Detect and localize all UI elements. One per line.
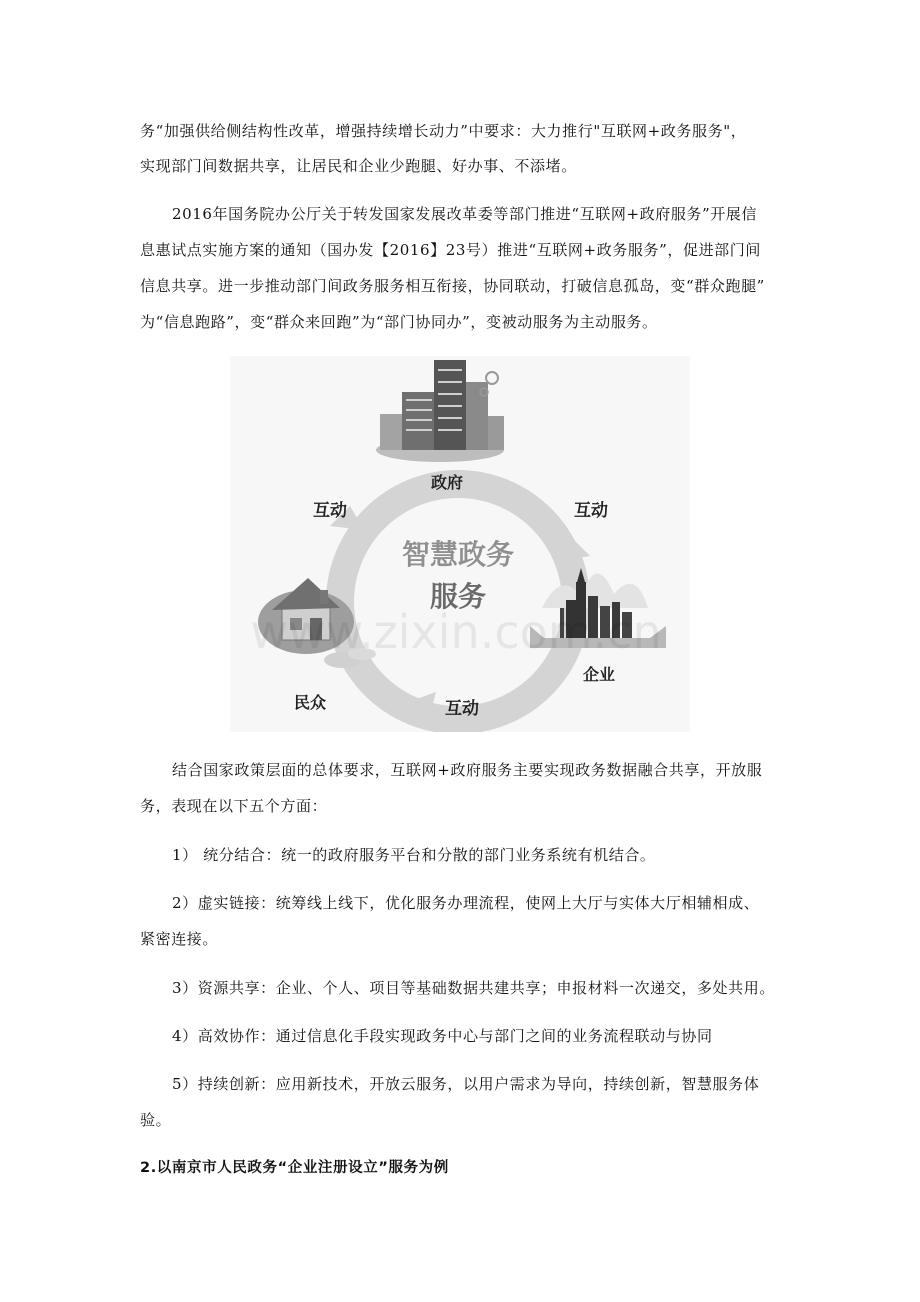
government-label: 政府 [430,473,464,492]
list-item: 2）虚实链接：统筹线上线下，优化服务办理流程，使网上大厅与实体大厅相辅相成、 [172,894,760,912]
enterprise-label: 企业 [582,665,616,684]
center-title-line2: 服务 [429,580,487,613]
paragraph-line: 信息共享。进一步推动部门间政务服务相互衔接，协同联动，打破信息孤岛，变“群众跑腿” [140,277,765,295]
list-item: 5）持续创新：应用新技术，开放云服务，以用户需求为导向，持续创新，智慧服务体 [172,1075,760,1093]
paragraph-line: 务“加强供给侧结构性改革，增强持续增长动力”中要求：大力推行"互联网+政务服务"， [140,122,747,140]
watermark: www.zixin.com.cn [250,605,662,659]
public-label: 民众 [293,693,327,712]
interact-label-bottom: 互动 [445,699,479,719]
list-item-continuation: 紧密连接。 [140,930,219,948]
list-item: 1） 统分结合：统一的政府服务平台和分散的部门业务系统有机结合。 [172,846,656,864]
center-title-line1: 智慧政务 [401,538,515,571]
paragraph-line: 结合国家政策层面的总体要求，互联网+政府服务主要实现政务数据融合共享，开放服 [172,761,763,779]
paragraph-line: 务，表现在以下五个方面： [140,797,328,815]
list-item-continuation: 验。 [140,1111,172,1129]
paragraph-line: 息惠试点实施方案的通知（国办发【2016】23号）推进“互联网+政务服务”，促进部门间 [140,241,761,259]
interact-label-right: 互动 [574,501,608,521]
list-item: 4）高效协作：通过信息化手段实现政务中心与部门之间的业务流程联动与协同 [172,1027,713,1045]
smart-government-diagram [230,356,690,732]
paragraph-line: 实现部门间数据共享，让居民和企业少跑腿、好办事、不添堵。 [140,157,577,175]
list-item: 3）资源共享：企业、个人、项目等基础数据共建共享；申报材料一次递交，多处共用。 [172,979,775,997]
section-heading: 2.以南京市人民政务“企业注册设立”服务为例 [140,1160,449,1176]
interact-label-left: 互动 [313,501,347,521]
paragraph-line: 为“信息跑路”，变“群众来回跑”为“部门协同办”，变被动服务为主动服务。 [140,313,658,331]
paragraph-line: 2016年国务院办公厅关于转发国家发展改革委等部门推进“互联网+政府服务”开展信 [172,205,758,223]
